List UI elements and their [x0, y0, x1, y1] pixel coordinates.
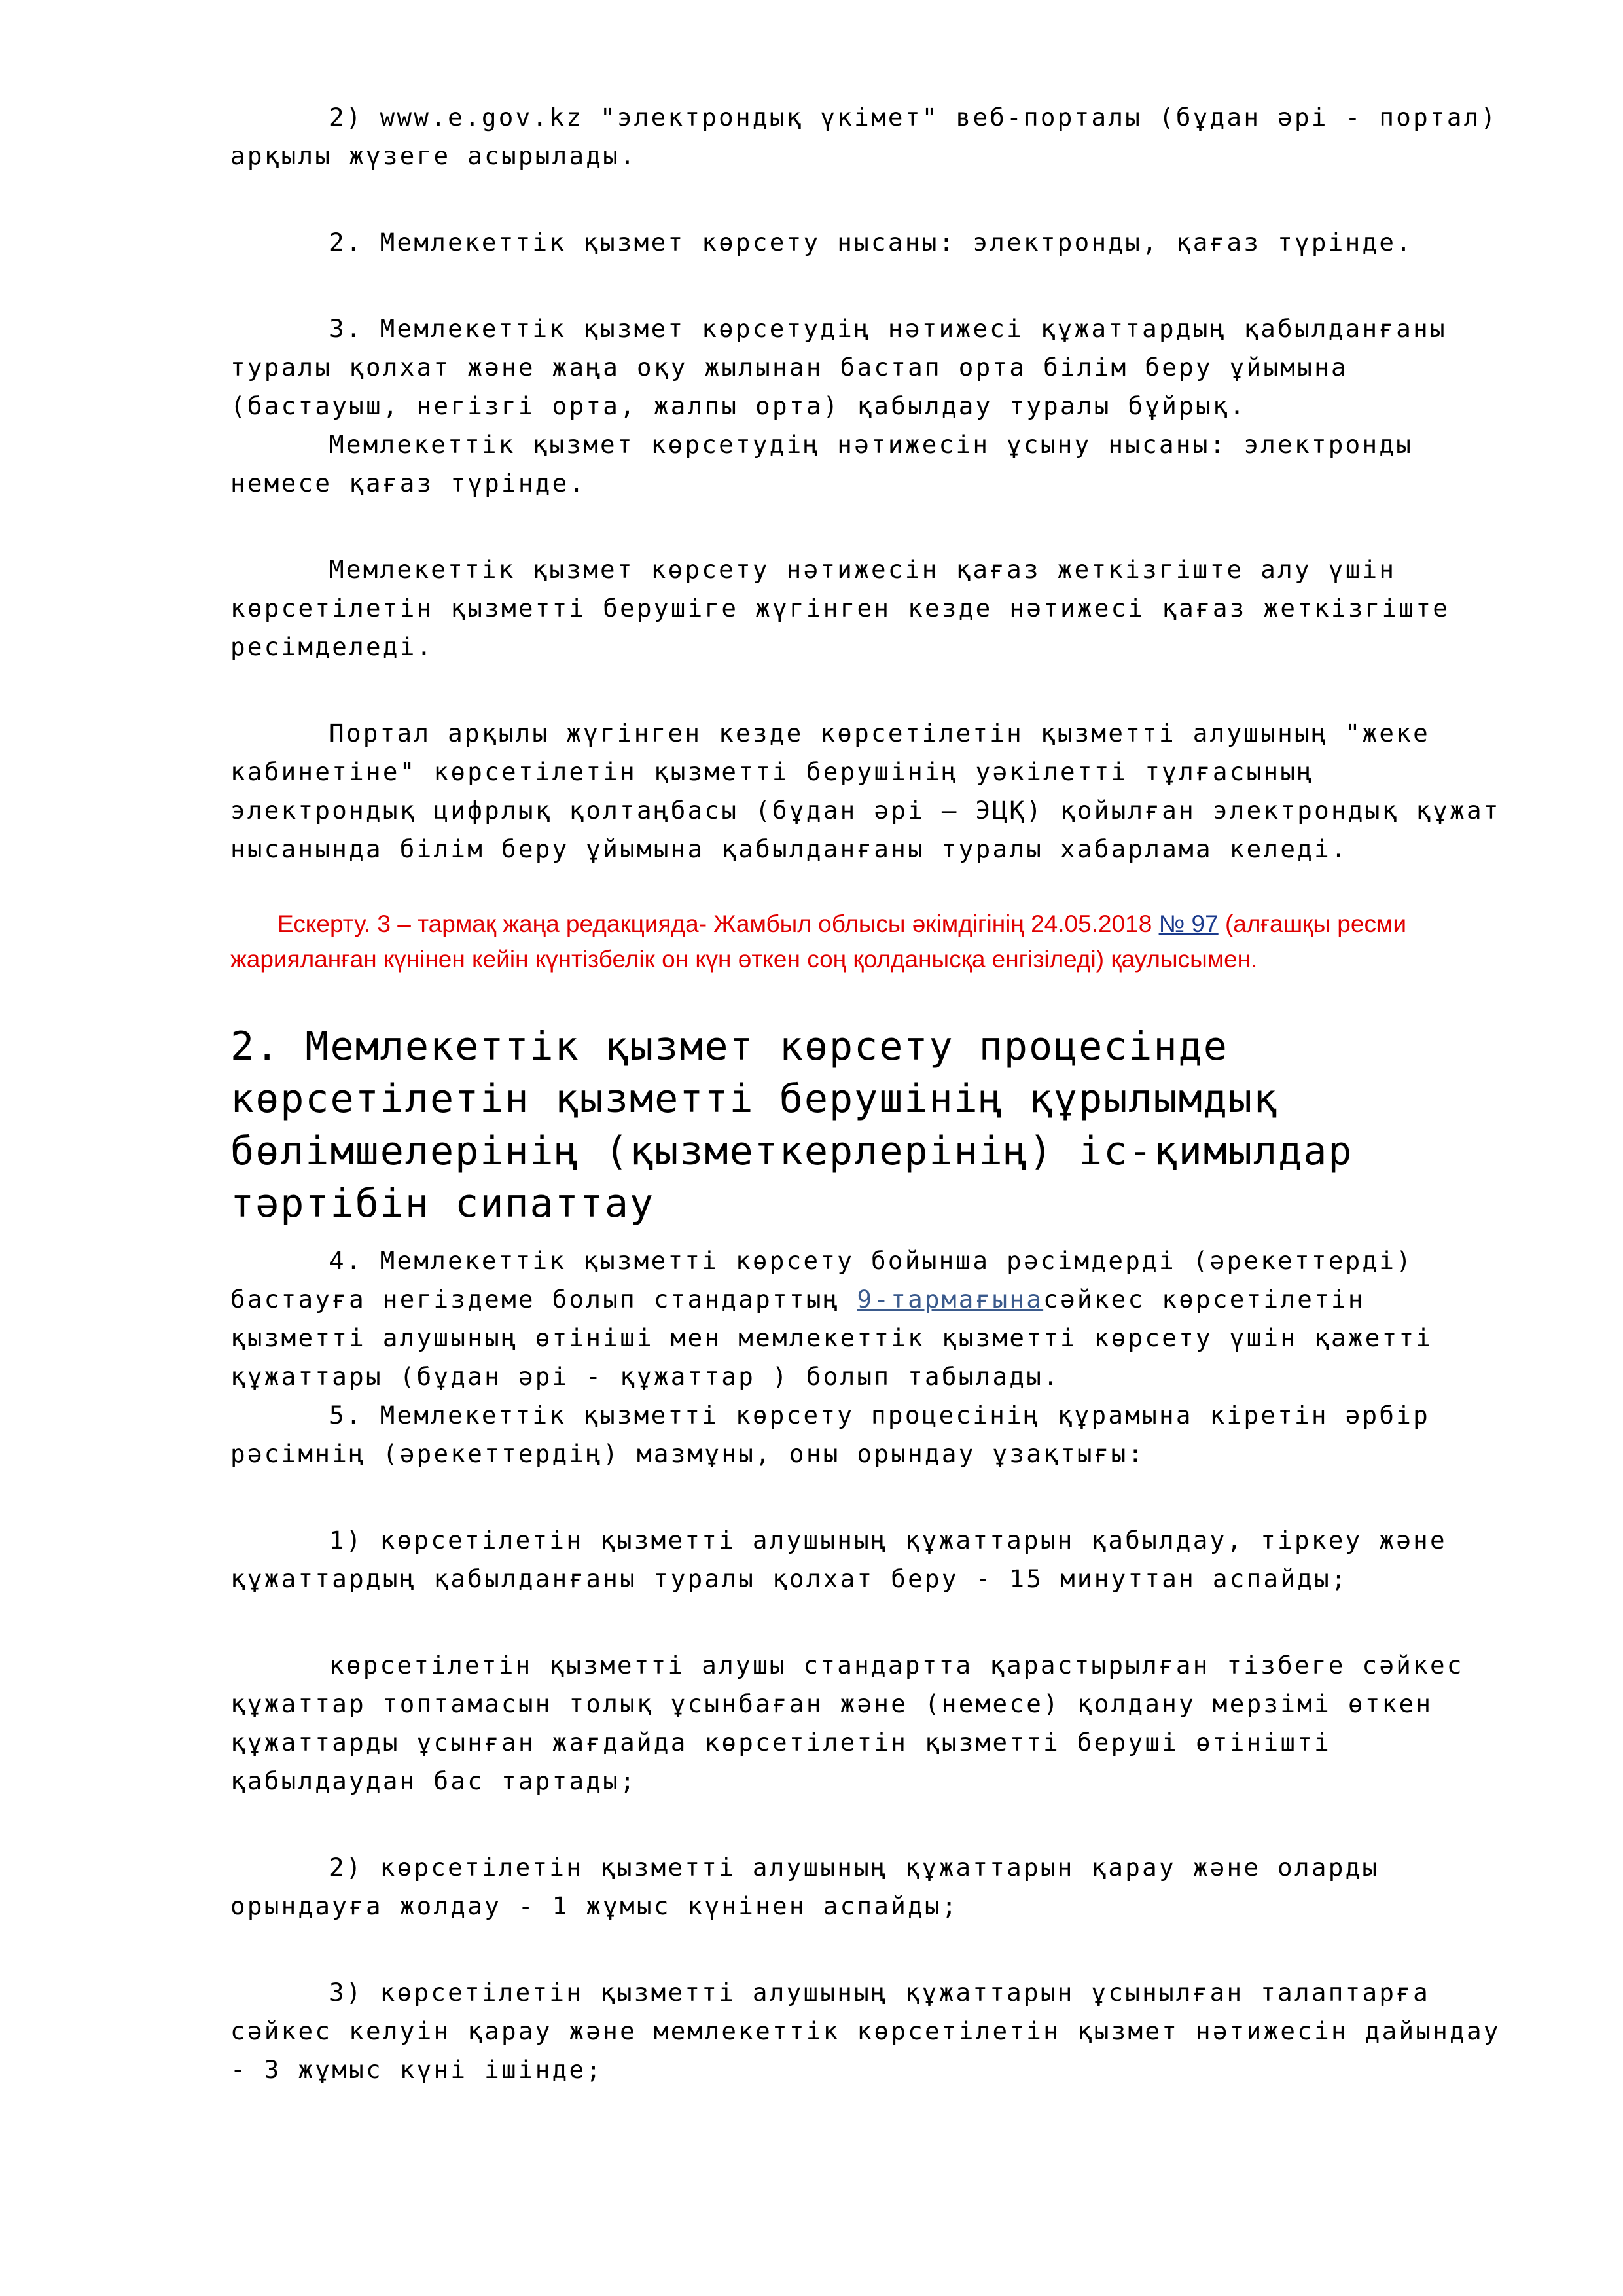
paragraph-service-result: 3. Мемлекеттік қызмет көрсетудің нәтижесі құжаттардың қабылданғаны туралы қолхат және жаңа оқу жылынан бастап орта білім беру ұйымына (бастауыш, негізгі орта, жалпы орта) қабылдау туралы бұйрық. — [230, 314, 1447, 420]
paragraph-4-text-before: 4. Мемлекеттік қызметті көрсету бойынша рәсімдерді (әрекеттерді) бастауға негіздеме болып стандарттың — [230, 1246, 1414, 1314]
document-page — [230, 98, 1513, 2089]
paragraph-personal-cabinet: Портал арқылы жүгінген кезде көрсетілетін қызметті алушының "жеке кабинетіне" көрсетілетін қызметті берушінің уәкілетті тұлғасының электрондық цифрлық қолтаңбасы (бұдан әрі – ЭЦҚ) қойылған электрондық құжат нысанында білім беру ұйымына қабылданғаны туралы хабарлама келеді. — [230, 719, 1501, 863]
paragraph-4 — [230, 1242, 1513, 1396]
resolution-97-link[interactable]: № 97 — [1158, 910, 1219, 937]
step-1-paragraph: 1) көрсетілетін қызметті алушының құжаттарын қабылдау, тіркеу және құжаттардың қабылданғаны туралы қолхат беру - 15 минуттан аспайды; — [230, 1526, 1447, 1593]
refusal-paragraph: көрсетілетін қызметті алушы стандартта қарастырылған тізбеге сәйкес құжаттар топтамасын толық ұсынбаған және (немесе) қолдану мерзімі өткен құжаттарды ұсынған жағдайда көрсетілетін қызметті беруші өтінішті қабылдаудан бас тартады; — [230, 1651, 1464, 1795]
paragraph-service-form: 2. Мемлекеттік қызмет көрсету нысаны: электронды, қағаз түрінде. — [329, 228, 1414, 257]
section-2-heading: 2. Мемлекеттік қызмет көрсету процесінде көрсетілетін қызметті берушінің құрылымдық бөлімшелерінің (қызметкерлерінің) іс-қимылдар тәртібін сипаттау — [230, 1024, 1353, 1227]
note-text-before: Ескерту. 3 – тармақ жаңа редакцияда- Жамбыл облысы әкімдігінің 24.05.2018 — [277, 910, 1159, 937]
paragraph-5: 5. Мемлекеттік қызметті көрсету процесінің құрамына кіретін әрбір рәсімнің (әрекеттердің) мазмұны, оны орындау ұзақтығы: — [230, 1401, 1430, 1468]
note-text-after: (алғашқы ресми жарияланған күнінен кейін күнтізбелік он күн өткен соң қолданысқа енгізіледі) қаулысымен. — [230, 910, 1407, 973]
paragraph-paper-result: Мемлекеттік қызмет көрсету нәтижесін қағаз жеткізгіште алу үшін көрсетілетін қызметті берушіге жүгінген кезде нәтижесі қағаз жеткізгіште ресімделеді. — [230, 555, 1450, 661]
paragraph-result-form: Мемлекеттік қызмет көрсетудің нәтижесін ұсыну нысаны: электронды немесе қағаз түрінде. — [230, 430, 1414, 497]
standard-item-9-link[interactable]: 9-тармағына — [857, 1285, 1044, 1314]
paragraph-4-text-after: сәйкес көрсетілетін қызметті алушының өтініші мен мемлекеттік қызметті көрсету үшін қажетті құжаттары (бұдан әрі - құжаттар ) болып табылады. — [230, 1285, 1433, 1391]
step-2-paragraph: 2) көрсетілетін қызметті алушының құжаттарын қарау және оларды орындауға жолдау - 1 жұмыс күнінен аспайды; — [230, 1853, 1380, 1920]
step-3-paragraph: 3) көрсетілетін қызметті алушының құжаттарын ұсынылған талаптарға сәйкес келуін қарау және мемлекеттік көрсетілетін қызмет нәтижесін дайындау - 3 жұмыс күні ішінде; — [230, 1978, 1501, 2084]
amendment-note — [230, 906, 1513, 977]
paragraph-portal: 2) www.e.gov.kz "электрондық үкімет" веб-порталы (бұдан әрі - портал) арқылы жүзеге асырылады. — [230, 103, 1498, 170]
